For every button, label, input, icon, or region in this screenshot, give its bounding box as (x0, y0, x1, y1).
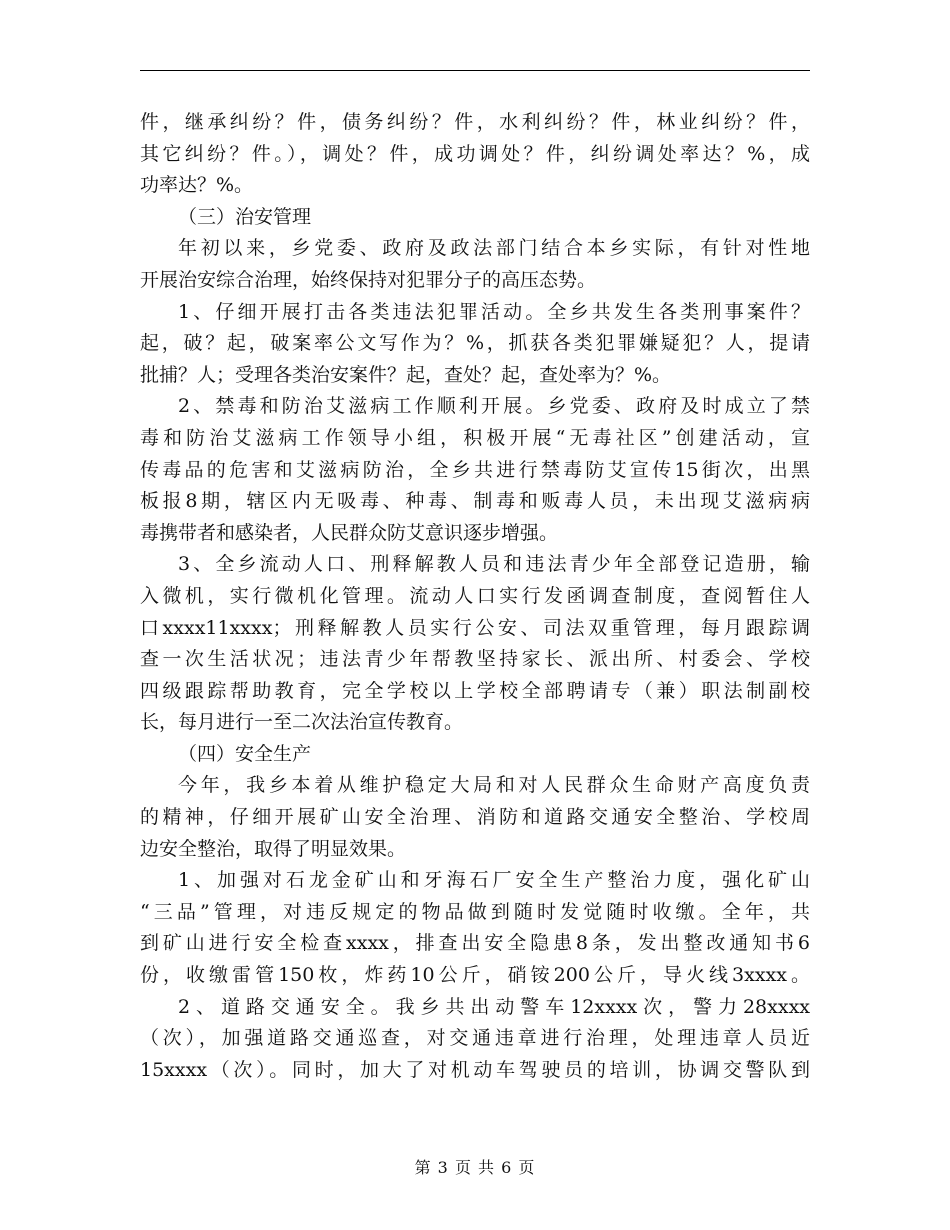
body-line: “三品”管理，对违反规定的物品做到随时发觉随时收缴。全年，共 (140, 900, 810, 923)
body-line: 毒携带者和感染者，人民群众防艾意识逐步增强。 (140, 521, 559, 544)
section-heading: （三）治安管理 (178, 205, 312, 228)
body-line: 起，破？起，破案率公文写作为？%，抓获各类犯罪嫌疑犯？人，提请 (140, 332, 810, 355)
body-line: 件，继承纠纷？件，债务纠纷？件，水利纠纷？件，林业纠纷？件， (140, 111, 810, 133)
body-line: 2、道路交通安全。我乡共出动警车12xxxx次，警力28xxxx (178, 995, 810, 1018)
body-line: 到矿山进行安全检查xxxx，排查出安全隐患8条，发出整改通知书6 (140, 932, 810, 955)
body-line: 2、禁毒和防治艾滋病工作顺利开展。乡党委、政府及时成立了禁 (178, 395, 810, 418)
body-line: 边安全整治，取得了明显效果。 (140, 837, 407, 860)
document-body (140, 107, 810, 1086)
body-line: 年初以来，乡党委、政府及政法部门结合本乡实际，有针对性地 (178, 237, 810, 260)
body-line: （次），加强道路交通巡查，对交通违章进行治理，处理违章人员近 (140, 1027, 810, 1050)
body-line: 1、加强对石龙金矿山和牙海石厂安全生产整治力度，强化矿山 (178, 869, 810, 892)
header-rule (140, 70, 810, 71)
body-line: 其它纠纷？件。），调处？件，成功调处？件，纠纷调处率达？%，成 (140, 142, 810, 165)
body-line: 长，每月进行一至二次法治宣传教育。 (140, 711, 464, 734)
body-line: 15xxxx（次）。同时，加大了对机动车驾驶员的培训，协调交警队到 (140, 1058, 810, 1081)
body-line: 功率达？%。 (140, 174, 254, 197)
body-line: 传毒品的危害和艾滋病防治，全乡共进行禁毒防艾宣传15街次，出黑 (140, 458, 810, 481)
body-line: 四级跟踪帮助教育，完全学校以上学校全部聘请专（兼）职法制副校 (140, 679, 810, 702)
body-line: 板报8期，辖区内无吸毒、种毒、制毒和贩毒人员，未出现艾滋病病 (140, 490, 810, 513)
body-line: 批捕？人；受理各类治安案件？起，查处？起，查处率为？%。 (140, 363, 672, 386)
body-line: 份，收缴雷管150枚，炸药10公斤，硝铵200公斤，导火线3xxxx。 (140, 964, 810, 987)
section-heading: （四）安全生产 (178, 742, 312, 765)
body-line: 口xxxx11xxxx；刑释解教人员实行公安、司法双重管理，每月跟踪调 (140, 616, 810, 639)
body-line: 3、全乡流动人口、刑释解教人员和违法青少年全部登记造册，输 (178, 553, 810, 576)
body-line: 入微机，实行微机化管理。流动人口实行发函调查制度，查阅暂住人 (140, 584, 810, 607)
body-line: 查一次生活状况；违法青少年帮教坚持家长、派出所、村委会、学校 (140, 648, 810, 671)
body-line: 毒和防治艾滋病工作领导小组，积极开展“无毒社区”创建活动，宣 (140, 426, 810, 449)
body-line: 开展治安综合治理，始终保持对犯罪分子的高压态势。 (140, 268, 597, 291)
body-line: 1、仔细开展打击各类违法犯罪活动。全乡共发生各类刑事案件？ (178, 300, 810, 323)
body-line: 今年，我乡本着从维护稳定大局和对人民群众生命财产高度负责 (178, 774, 810, 797)
page-footer: 第 3 页 共 6 页 (414, 1158, 536, 1177)
body-line: 的精神，仔细开展矿山安全治理、消防和道路交通安全整治、学校周 (140, 806, 810, 829)
